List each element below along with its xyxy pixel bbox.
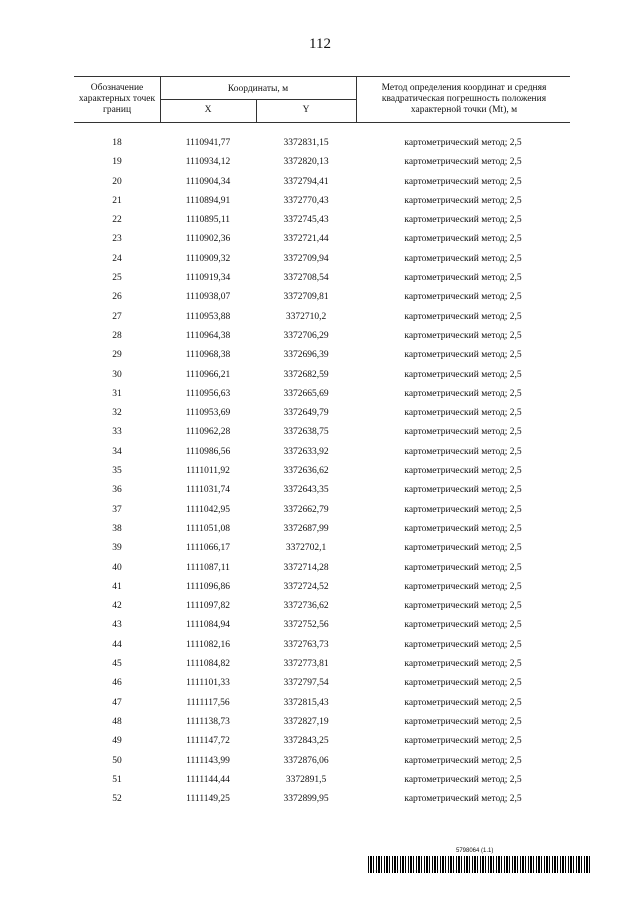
coord-y: 3372702,1 [285,543,327,554]
point-id: 25 [112,273,122,284]
table-row [74,636,570,655]
table-row [74,790,570,809]
coord-y: 3372752,56 [283,620,329,631]
method: картометрический метод; 2,5 [404,504,522,515]
table-header [74,76,570,123]
point-id: 23 [112,234,122,245]
point-id: 37 [112,504,122,515]
coord-y: 3372891,5 [285,774,327,785]
point-id: 51 [112,774,122,785]
coord-x: 1111147,72 [186,736,230,747]
point-id: 45 [112,659,122,670]
coord-y: 3372696,39 [283,350,329,361]
coord-x: 1110953,88 [185,311,231,322]
table-row [74,539,570,558]
point-id: 26 [112,292,122,303]
coord-y: 3372831,15 [283,138,329,148]
point-id: 48 [112,716,122,727]
method: картометрический метод; 2,5 [404,234,522,245]
coord-y: 3372638,75 [283,427,329,438]
coord-y: 3372815,43 [283,697,329,708]
method: картометрический метод; 2,5 [404,176,522,187]
table-row [74,211,570,230]
method: картометрический метод; 2,5 [404,446,522,457]
table-row [74,462,570,481]
table-row [74,655,570,674]
point-id: 21 [112,195,122,206]
method: картометрический метод; 2,5 [404,755,522,766]
coord-y: 3372709,81 [283,292,329,303]
coord-x: 1111084,82 [185,659,231,670]
table-row [74,713,570,732]
point-id: 36 [112,485,122,496]
table-row [74,404,570,423]
point-id: 18 [112,138,122,148]
coord-x: 1111011,92 [186,466,230,477]
point-id: 27 [112,311,122,322]
point-id: 43 [112,620,122,631]
table-row [74,327,570,346]
table-row [74,481,570,500]
coord-y: 3372794,41 [283,176,329,187]
coord-y: 3372636,62 [283,466,329,477]
coord-y: 3372682,59 [283,369,329,380]
coord-x: 1111144,44 [186,774,230,785]
method: картометрический метод; 2,5 [404,794,522,805]
table-row [74,443,570,462]
header-method: Метод определения координат и средняя квадратическая погрешность положения характерной точки (Mt), м [381,83,547,115]
table-row [74,616,570,635]
method: картометрический метод; 2,5 [404,195,522,206]
coord-x: 1110938,07 [185,292,231,303]
coord-x: 1111066,17 [185,543,231,554]
header-y: Y [302,105,310,115]
coord-x: 1111042,95 [185,504,231,515]
coord-y: 3372714,28 [283,562,329,573]
method: картометрический метод; 2,5 [404,716,522,727]
coord-x: 1110895,11 [185,215,231,226]
method: картометрический метод; 2,5 [404,330,522,341]
point-id: 22 [112,215,122,226]
point-id: 31 [112,388,122,399]
method: картометрический метод; 2,5 [404,543,522,554]
table-row [74,288,570,307]
method: картометрический метод; 2,5 [404,581,522,592]
coord-x: 1110934,12 [185,157,231,168]
method: картометрический метод; 2,5 [404,138,522,148]
coord-x: 1110894,91 [185,195,231,206]
method: картометрический метод; 2,5 [404,736,522,747]
method: картометрический метод; 2,5 [404,215,522,226]
coord-x: 1111051,08 [185,523,231,534]
barcode-label: 5798064 (1.1) [456,848,494,854]
method: картометрический метод; 2,5 [404,157,522,168]
table-row [74,173,570,192]
table-row [74,366,570,385]
point-id: 42 [112,601,122,612]
point-id: 44 [112,639,122,650]
coord-x: 1111143,99 [186,755,230,766]
coord-x: 1110956,63 [185,388,231,399]
coord-x: 1111087,11 [186,562,230,573]
table-row [74,674,570,693]
coord-x: 1110909,32 [185,253,231,264]
coord-y: 3372662,79 [283,504,329,515]
method: картометрический метод; 2,5 [404,388,522,399]
coord-x: 1111082,16 [185,639,231,650]
method: картометрический метод; 2,5 [404,620,522,631]
coord-y: 3372643,35 [283,485,329,496]
method: картометрический метод; 2,5 [404,485,522,496]
coord-y: 3372797,54 [283,678,329,689]
method: картометрический метод; 2,5 [404,369,522,380]
method: картометрический метод; 2,5 [404,659,522,670]
coord-y: 3372773,81 [283,659,329,670]
point-id: 52 [112,794,122,805]
method: картометрический метод; 2,5 [404,311,522,322]
coord-x: 1111096,86 [185,581,231,592]
table-row [74,520,570,539]
table-row [74,771,570,790]
method: картометрический метод; 2,5 [404,350,522,361]
coord-x: 1110902,36 [185,234,231,245]
method: картометрический метод; 2,5 [404,466,522,477]
coord-y: 3372687,99 [283,523,329,534]
coord-y: 3372843,25 [283,736,329,747]
page-number: 112 [309,36,331,52]
barcode [368,856,592,873]
method: картометрический метод; 2,5 [404,292,522,303]
point-id: 30 [112,369,122,380]
coord-y: 3372770,43 [283,195,329,206]
coord-y: 3372633,92 [283,446,329,457]
table-row [74,308,570,327]
coord-x: 1110904,34 [185,176,231,187]
point-id: 32 [112,408,122,419]
coord-x: 1110919,34 [185,273,231,284]
point-id: 39 [112,543,122,554]
table-row [74,578,570,597]
coord-x: 1110953,69 [185,408,231,419]
table-row [74,694,570,713]
point-id: 41 [112,581,122,592]
coord-y: 3372899,95 [283,794,329,805]
coord-y: 3372665,69 [283,388,329,399]
point-id: 35 [112,466,122,477]
method: картометрический метод; 2,5 [404,408,522,419]
table-row [74,250,570,269]
point-id: 28 [112,330,122,341]
point-id: 49 [112,736,122,747]
method: картометрический метод; 2,5 [404,601,522,612]
coord-x: 1111138,73 [186,716,230,727]
method: картометрический метод; 2,5 [404,427,522,438]
method: картометрический метод; 2,5 [404,639,522,650]
coord-y: 3372706,29 [283,330,329,341]
table-row [74,230,570,249]
method: картометрический метод; 2,5 [404,273,522,284]
method: картометрический метод; 2,5 [404,253,522,264]
header-x: X [204,105,212,115]
point-id: 46 [112,678,122,689]
coord-y: 3372745,43 [283,215,329,226]
coord-x: 1111084,94 [185,620,231,631]
coord-y: 3372724,52 [283,581,329,592]
coord-y: 3372649,79 [283,408,329,419]
coord-x: 1111097,82 [185,601,231,612]
table-row [74,269,570,288]
point-id: 50 [112,755,122,766]
coord-x: 1110964,38 [185,330,231,341]
point-id: 29 [112,350,122,361]
coord-y: 3372876,06 [283,755,329,766]
method: картометрический метод; 2,5 [404,523,522,534]
header-coordinates: Координаты, м [227,84,289,94]
table-row [74,385,570,404]
coord-x: 1110941,77 [185,138,231,148]
table-row [74,423,570,442]
table-row [74,501,570,520]
method: картометрический метод; 2,5 [404,774,522,785]
point-id: 47 [112,697,122,708]
point-id: 24 [112,253,122,264]
table-row [74,192,570,211]
coord-x: 1111117,56 [186,697,230,708]
table-row [74,346,570,365]
method: картометрический метод; 2,5 [404,697,522,708]
coord-y: 3372709,94 [283,253,329,264]
point-id: 19 [112,157,122,168]
point-id: 20 [112,176,122,187]
coord-x: 1111101,33 [186,678,230,689]
coord-x: 1111031,74 [185,485,231,496]
coord-x: 1110962,28 [185,427,231,438]
coord-y: 3372827,19 [283,716,329,727]
table-body [74,134,570,809]
coord-x: 1110986,56 [185,446,231,457]
coord-x: 1111149,25 [186,794,230,805]
coord-y: 3372708,54 [283,273,329,284]
header-point-designation: Обозначение характерных точек границ [78,83,156,115]
point-id: 38 [112,523,122,534]
method: картометрический метод; 2,5 [404,678,522,689]
table-row [74,732,570,751]
table-row [74,752,570,771]
coord-y: 3372820,13 [283,157,329,168]
coord-y: 3372736,62 [283,601,329,612]
table-row [74,153,570,172]
point-id: 40 [112,562,122,573]
point-id: 34 [112,446,122,457]
point-id: 33 [112,427,122,438]
table-row [74,597,570,616]
method: картометрический метод; 2,5 [404,562,522,573]
coord-y: 3372763,73 [283,639,329,650]
coord-y: 3372721,44 [283,234,329,245]
coord-x: 1110968,38 [185,350,231,361]
table-row [74,134,570,153]
coord-y: 3372710,2 [285,311,327,322]
coord-x: 1110966,21 [185,369,231,380]
table-row [74,559,570,578]
